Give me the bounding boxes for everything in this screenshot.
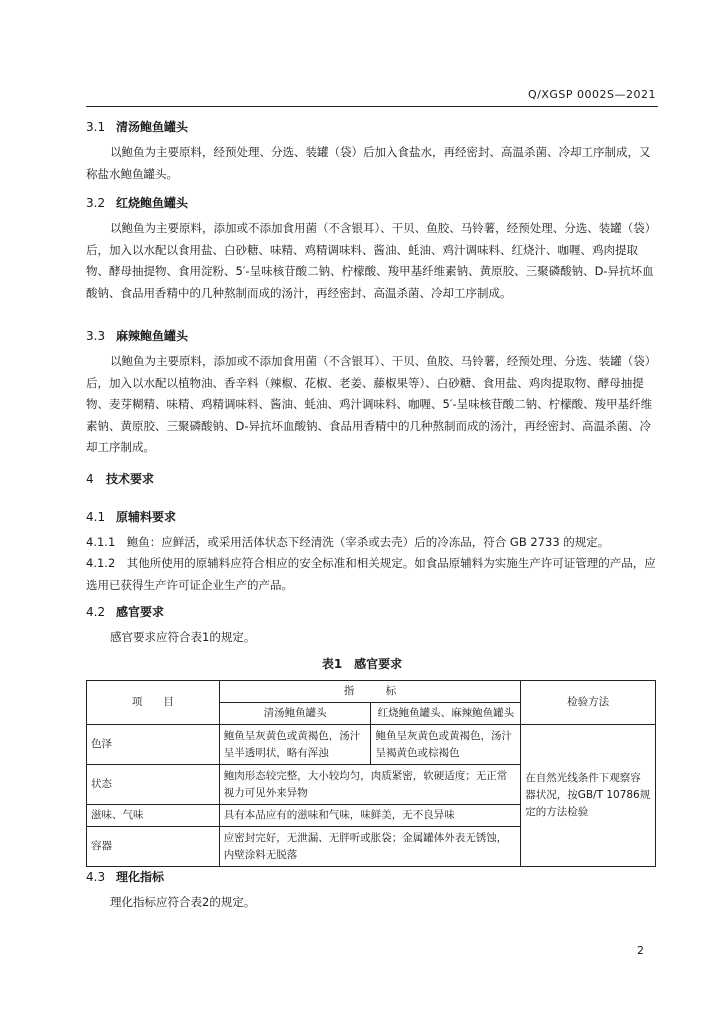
table-row-label: 状态 [87, 765, 220, 805]
clause-4-1-2: 4.1.2 其他所使用的原辅料应符合相应的安全标准和相关规定。如食品原辅料为实施生产许可证管理的产品，应选用已获得生产许可证企业生产的产品。 [86, 556, 656, 592]
page-number: 2 [637, 944, 644, 957]
table-subhead-clear: 清汤鲍鱼罐头 [219, 703, 371, 725]
heading-3-1 [86, 118, 188, 135]
paragraph-4-2: 感官要求应符合表1的规定。 [110, 630, 256, 644]
heading-title: 麻辣鲍鱼罐头 [116, 329, 189, 343]
paragraph-3-2: 以鲍鱼为主要原料，添加或不添加食用菌（不含银耳）、干贝、鱼胶、马铃薯，经预处理、分选、装罐（袋）后，加入以水配以食用盐、白砂糖、味精、鸡精调味料、酱油、蚝油、鸡汁调味料、红烧汁、咖喱、鸡肉提取物、酵母抽提物、食用淀粉、5′-呈味核苷酸二钠、柠檬酸、羧甲基纤维素钠、黄原胶、三聚磷酸钠、D-异抗坏血酸钠、食品用香精中的几种熬制而成的汤汁，再经密封、高温杀菌、冷却工序制成。 [86, 221, 657, 300]
table-head-item: 项 目 [87, 681, 220, 725]
heading-3-3 [86, 327, 188, 344]
heading-number: 3.3 [86, 329, 106, 343]
header-rule [86, 106, 658, 107]
table-cell: 具有本品应有的滋味和气味，味鲜美，无不良异味 [219, 805, 520, 827]
standard-code: Q/XGSP 0002S—2021 [527, 88, 656, 101]
heading-title: 技术要求 [106, 472, 155, 486]
paragraph-3-3: 以鲍鱼为主要原料，添加或不添加食用菌（不含银耳）、干贝、鱼胶、马铃薯，经预处理、分选、装罐（袋）后，加入以水配以植物油、香辛料（辣椒、花椒、老姜、藤椒果等）、白砂糖、食用盐、鸡肉提取物、酵母抽提物、麦芽糊精、味精、鸡精调味料、酱油、蚝油、鸡汁调味料、咖喱、5′-呈味核苷酸二钠、柠檬酸、羧甲基纤维素钠、黄原胶、三聚磷酸钠、D-异抗坏血酸钠、食品用香精中的几种熬制而成的汤汁，再经密封、高温杀菌、冷却工序制成。 [86, 354, 657, 454]
heading-4-3 [86, 868, 164, 885]
table-cell: 鲍鱼呈灰黄色或黄褐色，汤汁呈褐黄色或棕褐色 [371, 725, 521, 765]
heading-number: 4.3 [86, 870, 106, 884]
heading-title: 感官要求 [116, 605, 165, 619]
heading-title: 清汤鲍鱼罐头 [116, 120, 189, 134]
heading-4-2 [86, 603, 164, 620]
heading-number: 4.1 [86, 510, 106, 524]
table-cell: 鲍鱼呈灰黄色或黄褐色，汤汁呈半透明状，略有浑浊 [219, 725, 371, 765]
table-head-method: 检验方法 [521, 681, 656, 725]
heading-number: 3.1 [86, 120, 106, 134]
heading-title: 红烧鲍鱼罐头 [116, 196, 189, 210]
paragraph-4-3: 理化指标应符合表2的规定。 [110, 895, 256, 909]
table-method-cell: 在自然光线条件下观察容器状况，按GB/T 10786规定的方法检验 [521, 725, 656, 867]
table-row-label: 滋味、气味 [87, 805, 220, 827]
heading-number: 4 [86, 472, 94, 486]
table-subhead-braised-spicy: 红烧鲍鱼罐头、麻辣鲍鱼罐头 [371, 703, 521, 725]
table-row-label: 色泽 [87, 725, 220, 765]
heading-title: 理化指标 [116, 870, 165, 884]
table-caption: 表1 感官要求 [321, 657, 403, 671]
table-head-index: 指 标 [219, 681, 520, 703]
sensory-table [86, 680, 656, 867]
paragraph-3-1: 以鲍鱼为主要原料，经预处理、分选、装罐（袋）后加入食盐水，再经密封、高温杀菌、冷却工序制成，又称盐水鲍鱼罐头。 [86, 145, 651, 181]
table-cell: 应密封完好，无泄漏、无胖听或胀袋；金属罐体外表无锈蚀，内壁涂料无脱落 [219, 827, 520, 867]
clause-4-1-1: 4.1.1 鲍鱼：应鲜活，或采用活体状态下经清洗（宰杀或去壳）后的冷冻品，符合 GB 2733 的规定。 [86, 535, 610, 549]
heading-3-2 [86, 194, 188, 211]
table-cell: 鲍肉形态较完整，大小较均匀，肉质紧密，软硬适度；无正常视力可见外来异物 [219, 765, 520, 805]
heading-number: 3.2 [86, 196, 106, 210]
heading-4 [86, 470, 154, 487]
heading-title: 原辅料要求 [116, 510, 177, 524]
heading-number: 4.2 [86, 605, 106, 619]
table-row-label: 容器 [87, 827, 220, 867]
heading-4-1 [86, 508, 176, 525]
